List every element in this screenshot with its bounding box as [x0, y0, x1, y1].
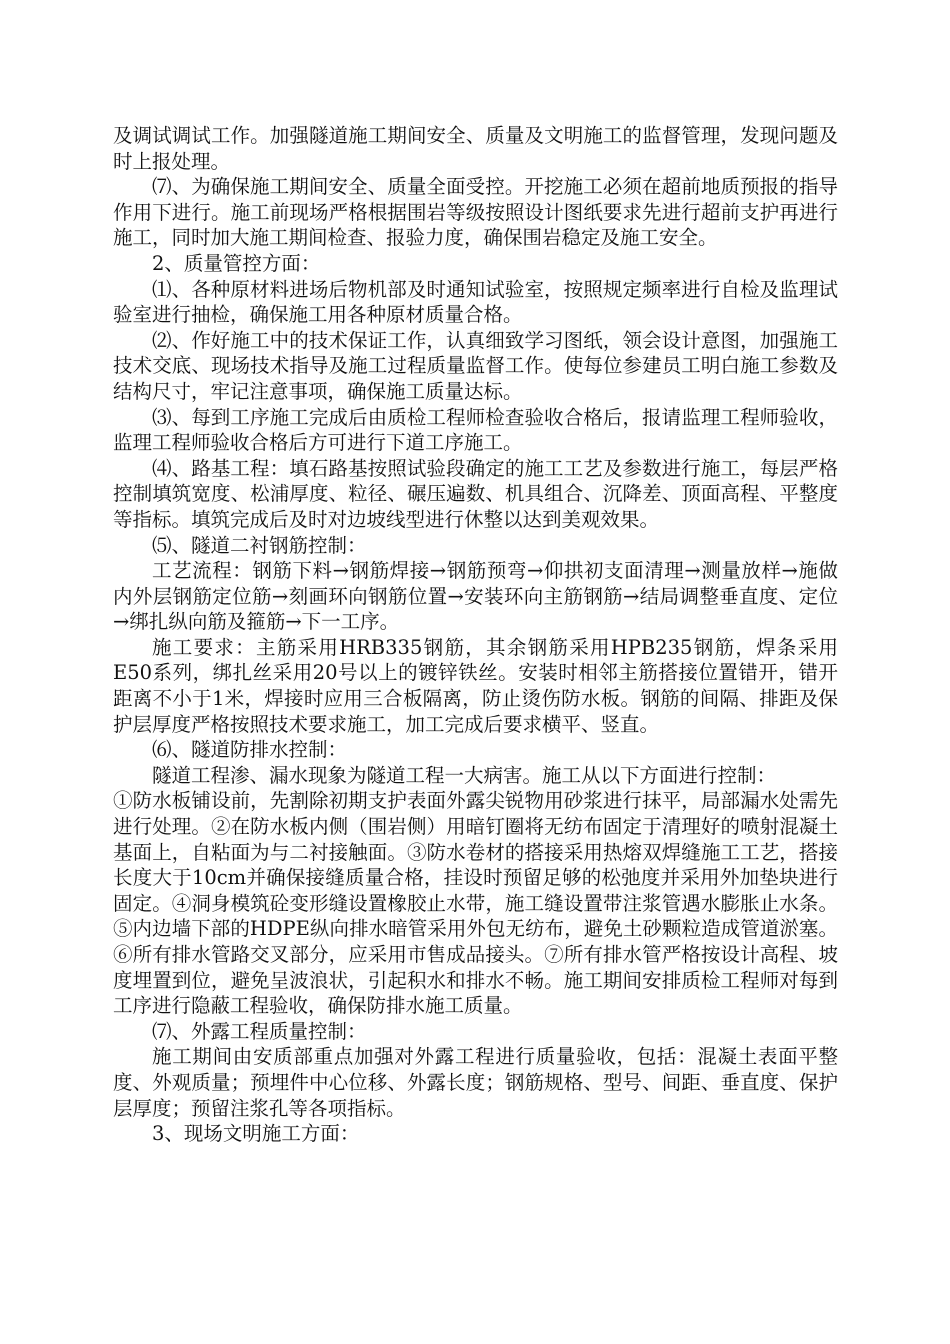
- section-heading-civilized-construction: 3、现场文明施工方面：: [152, 1122, 360, 1146]
- paragraph-exposed-quality: 施工期间由安质部重点加强对外露工程进行质量验收，包括：混凝土表面平整度、外观质量；预埋件中心位移、外露长度；钢筋规格、型号、间距、垂直度、保护层厚度；预留注浆孔等各项指标。: [113, 1045, 838, 1120]
- section-heading-quality-control: 2、质量管控方面：: [152, 251, 321, 275]
- paragraph-waterproof-intro: 隧道工程渗、漏水现象为隧道工程一大病害。施工从以下方面进行控制：: [152, 763, 777, 787]
- paragraph-waterproof-measures: ①防水板铺设前，先割除初期支护表面外露尖锐物用砂浆进行抹平，局部漏水处需先进行处理。②在防水板内侧（围岩侧）用暗钉圈将无纺布固定于清理好的喷射混凝土基面上，自粘面为与二衬接触面。③防水卷材的搭接采用热熔双焊缝施工工艺，搭接长度大于10cm并确保接缝质量合格，挂设时预留足够的松弛度并采用外加垫块进行固定。④洞身模筑砼变形缝设置橡胶止水带，施工缝设置带注浆管遇水膨胀止水条。⑤内边墙下部的HDPE纵向排水暗管采用外包无纺布，避免土砂颗粒造成管道淤塞。⑥所有排水管路交叉部分，应采用市售成品接头。⑦所有排水管严格按设计高程、坡度埋置到位，避免呈波浪状，引起积水和排水不畅。施工期间安排质检工程师对每到工序进行隐蔽工程验收，确保防排水施工质量。: [113, 789, 838, 1018]
- paragraph-item-1-materials: ⑴、各种原材料进场后物机部及时通知试验室，按照规定频率进行自检及监理试验室进行抽检，确保施工用各种原材质量合格。: [113, 277, 838, 327]
- paragraph-process-flow: 工艺流程：钢筋下料→钢筋焊接→钢筋预弯→仰拱初支面清理→测量放样→施做内外层钢筋定位筋→刻画环向钢筋位置→安装环向主筋钢筋→结局调整垂直度、定位→绑扎纵向筋及箍筋→下一工序。: [113, 559, 838, 634]
- paragraph-item-2-technical: ⑵、作好施工中的技术保证工作，认真细致学习图纸，领会设计意图，加强施工技术交底、现场技术指导及施工过程质量监督工作。使每位参建员工明白施工参数及结构尺寸，牢记注意事项，确保施工质量达标。: [113, 328, 838, 403]
- paragraph-item-3-inspection: ⑶、每到工序施工完成后由质检工程师检查验收合格后，报请监理工程师验收，监理工程师验收合格后方可进行下道工序施工。: [113, 405, 838, 455]
- subheading-item-7-exposed: ⑺、外露工程质量控制：: [152, 1019, 367, 1043]
- paragraph-item-4-roadbed: ⑷、路基工程：填石路基按照试验段确定的施工工艺及参数进行施工，每层严格控制填筑宽度、松浦厚度、粒径、碾压遍数、机具组合、沉降差、顶面高程、平整度等指标。填筑完成后及时对边坡线型进行休整以达到美观效果。: [113, 456, 838, 531]
- document-page: [113, 123, 838, 1147]
- paragraph-item-7-safety: ⑺、为确保施工期间安全、质量全面受控。开挖施工必须在超前地质预报的指导作用下进行。施工前现场严格根据围岩等级按照设计图纸要求先进行超前支护再进行施工，同时加大施工期间检查、报验力度，确保围岩稳定及施工安全。: [113, 175, 838, 250]
- paragraph-continuation: 及调试调试工作。加强隧道施工期间安全、质量及文明施工的监督管理，发现问题及时上报处理。: [113, 124, 838, 173]
- paragraph-construction-requirements: 施工要求：主筋采用HRB335钢筋，其余钢筋采用HPB235钢筋，焊条采用E50系列，绑扎丝采用20号以上的镀锌铁丝。安装时相邻主筋搭接位置错开，错开距离不小于1米，焊接时应用三合板隔离，防止烫伤防水板。钢筋的间隔、排距及保护层厚度严格按照技术要求施工，加工完成后要求横平、竖直。: [113, 635, 838, 736]
- subheading-item-6-waterproof: ⑹、隧道防排水控制：: [152, 738, 348, 762]
- subheading-item-5-rebar: ⑸、隧道二衬钢筋控制：: [152, 533, 367, 557]
